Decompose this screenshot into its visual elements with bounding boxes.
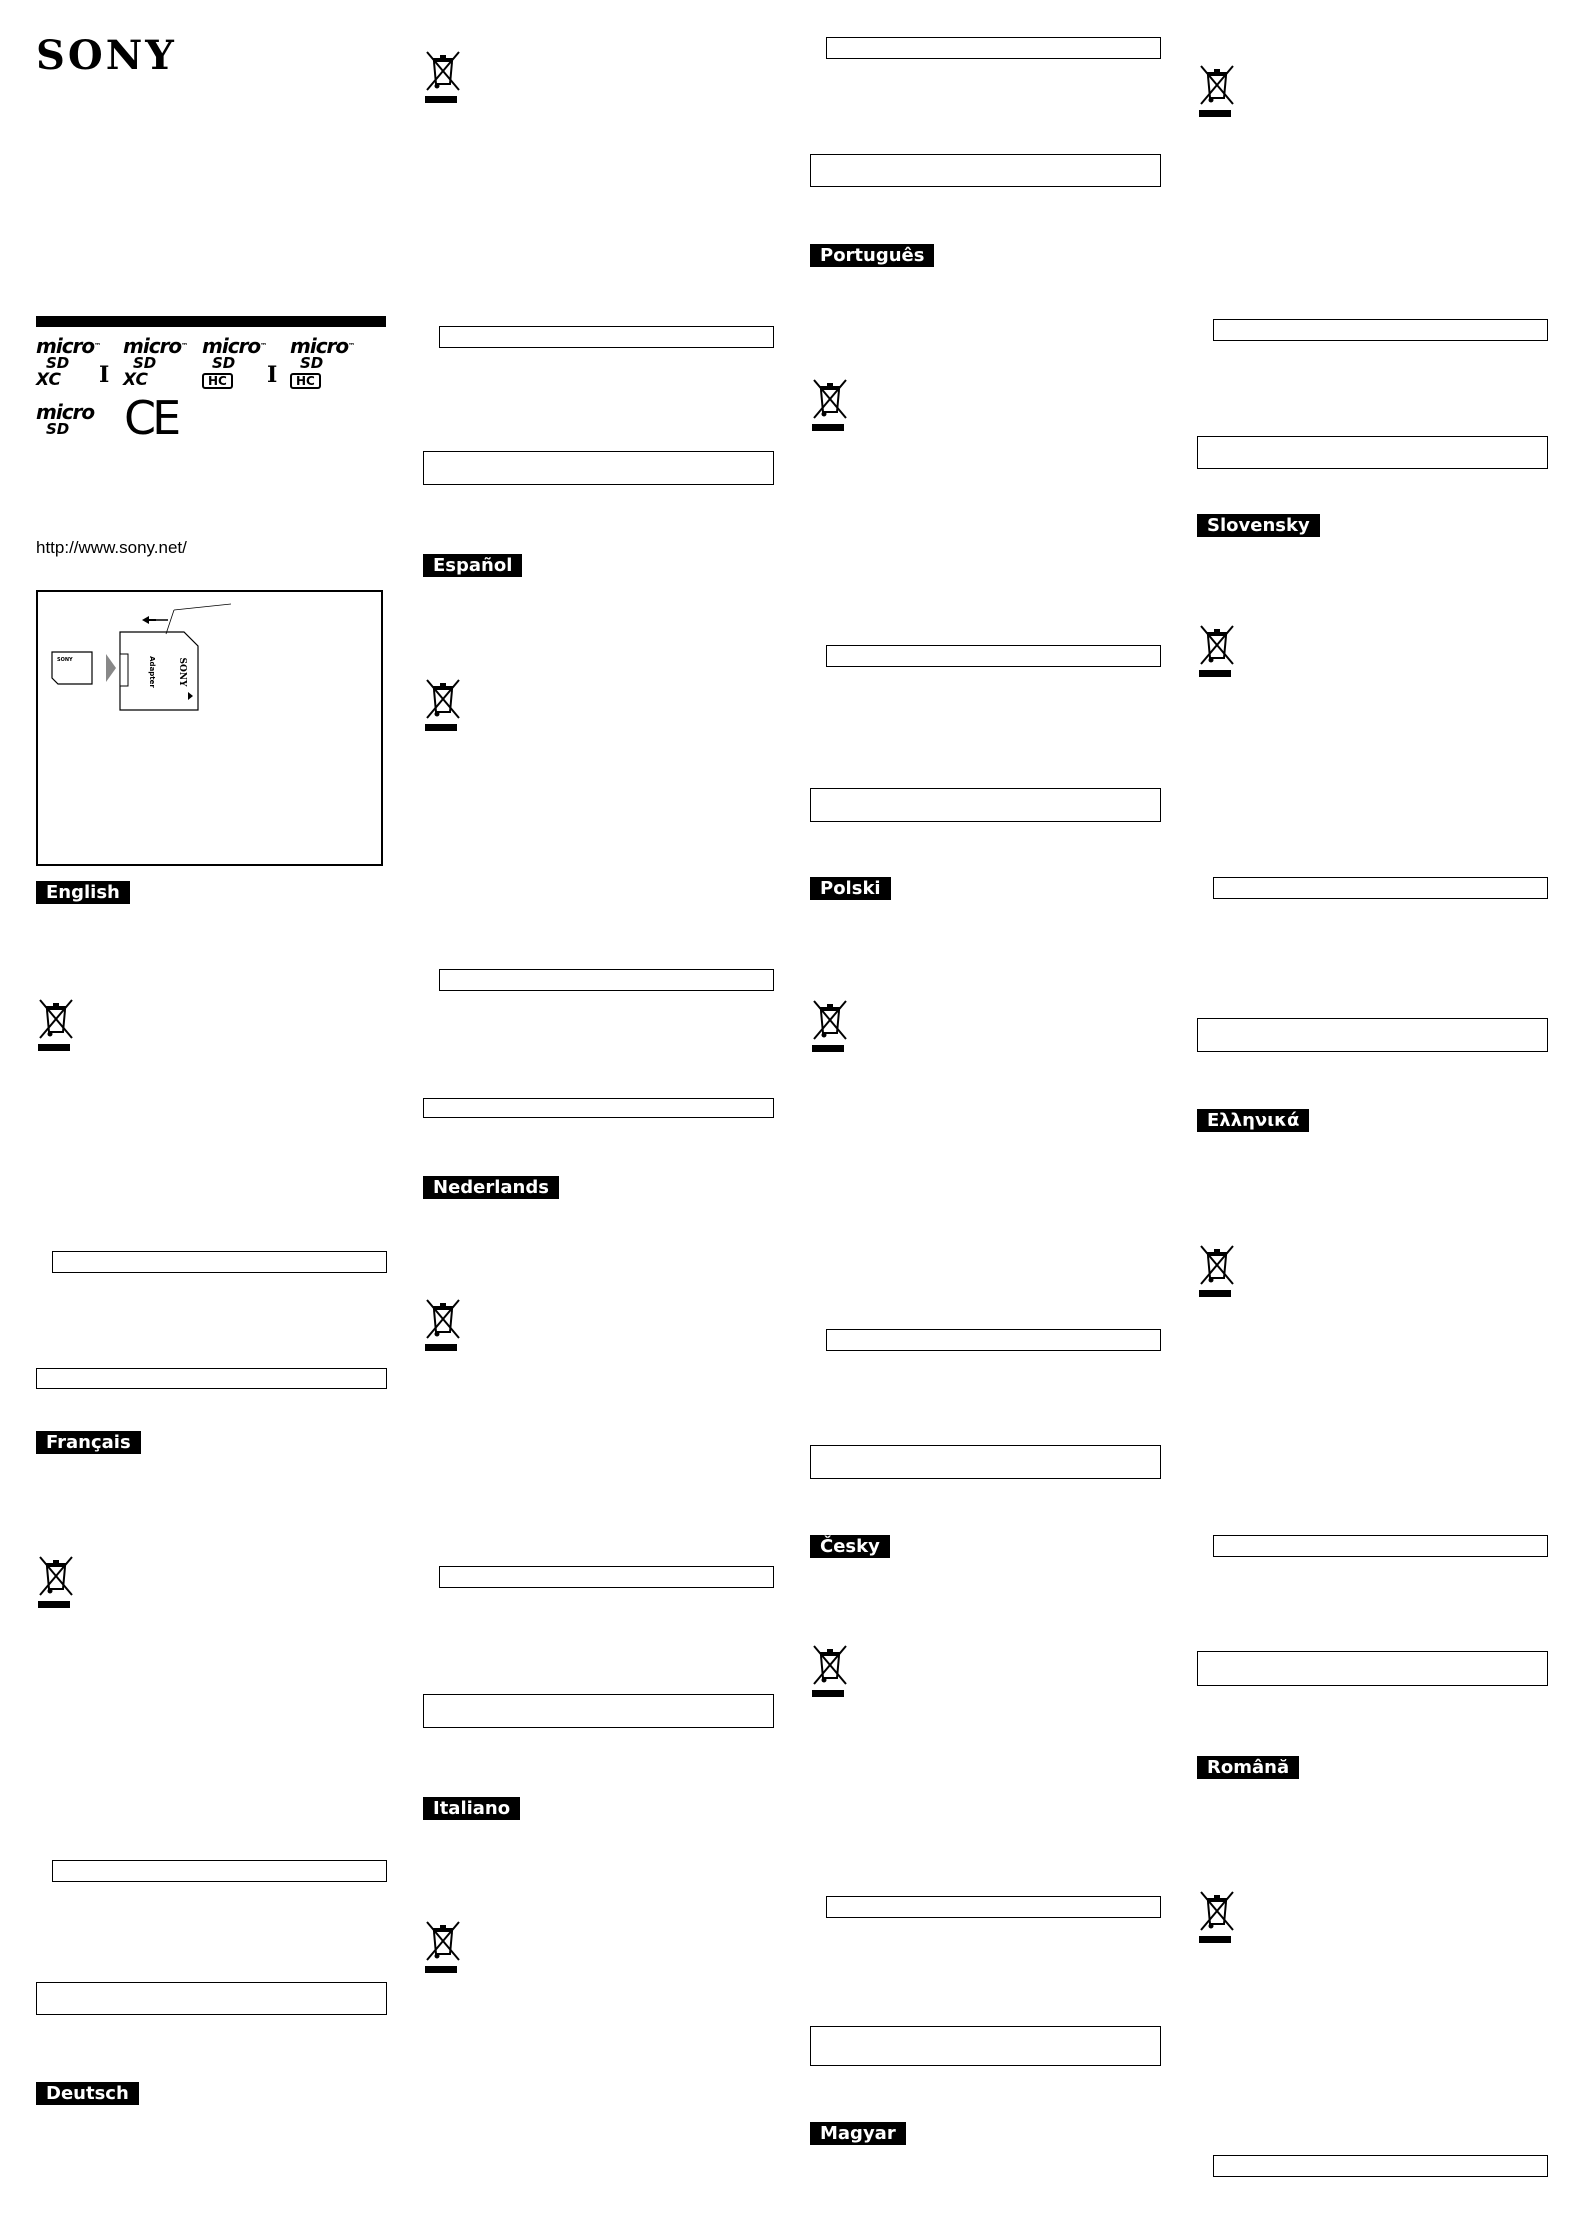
notice-box [1213,877,1548,899]
lang-heading-romana: Română [1197,1756,1299,1779]
microsdhc-logo-2: micro™ SD HC [290,334,355,388]
weee-bin-icon [810,1642,850,1700]
microsdhc-logo: micro™ SD HC [202,334,267,388]
notice-box [826,1896,1161,1918]
notice-box [810,1445,1161,1479]
weee-bin-icon [810,997,850,1055]
lang-heading-cesky: Česky [810,1535,890,1558]
weee-bin-icon [1197,622,1237,680]
title-bar [36,316,386,327]
lang-heading-italiano: Italiano [423,1797,520,1820]
lang-heading-english: English [36,881,130,904]
notice-box [423,1098,774,1118]
notice-box [1213,1535,1548,1557]
notice-box [810,2026,1161,2066]
adapter-brand: SONY [177,657,187,687]
notice-box [52,1860,387,1882]
notice-box [52,1251,387,1273]
lang-heading-francais: Français [36,1431,141,1454]
uhs-mark: I [99,362,110,388]
notice-box [1197,1018,1548,1052]
weee-bin-icon [36,1553,76,1611]
notice-box [1197,1651,1548,1686]
sony-logo: SONY [36,32,177,79]
notice-box [826,645,1161,667]
lang-heading-espanol: Español [423,554,522,577]
lang-heading-polski: Polski [810,877,891,900]
notice-box [439,1566,774,1588]
weee-bin-icon [810,376,850,434]
notice-box [439,969,774,991]
weee-bin-icon [1197,1242,1237,1300]
notice-box [1197,436,1548,469]
notice-box [423,451,774,485]
lang-heading-portugues: Português [810,244,934,267]
card-brand-label: SONY [57,657,73,663]
notice-box [36,1368,387,1389]
notice-box [826,1329,1161,1351]
card-insertion-diagram [36,590,383,866]
website-url: http://www.sony.net/ [36,538,187,557]
weee-bin-icon [423,676,463,734]
notice-box [810,154,1161,187]
notice-box [439,326,774,348]
weee-bin-icon [1197,62,1237,120]
microsd-logo: micro SD [36,400,95,438]
notice-box [1213,2155,1548,2177]
microsdxc-logo: micro™ SD XC [36,334,101,390]
lang-heading-magyar: Magyar [810,2122,906,2145]
notice-box [826,37,1161,59]
notice-box [1213,319,1548,341]
adapter-label: Adapter [148,656,156,688]
lang-heading-slovensky: Slovensky [1197,514,1320,537]
microsdxc-logo-2: micro™ SD XC [123,334,188,390]
weee-bin-icon [36,996,76,1054]
notice-box [810,788,1161,822]
weee-bin-icon [423,1918,463,1976]
notice-box [36,1982,387,2015]
weee-bin-icon [423,1296,463,1354]
weee-bin-icon [423,48,463,106]
lang-heading-nederlands: Nederlands [423,1176,559,1199]
weee-bin-icon [1197,1888,1237,1946]
uhs-mark-2: I [267,362,278,388]
lang-heading-ellinika: Ελληνικά [1197,1109,1309,1132]
ce-mark: CE [124,391,178,445]
notice-box [423,1694,774,1728]
lang-heading-deutsch: Deutsch [36,2082,139,2105]
